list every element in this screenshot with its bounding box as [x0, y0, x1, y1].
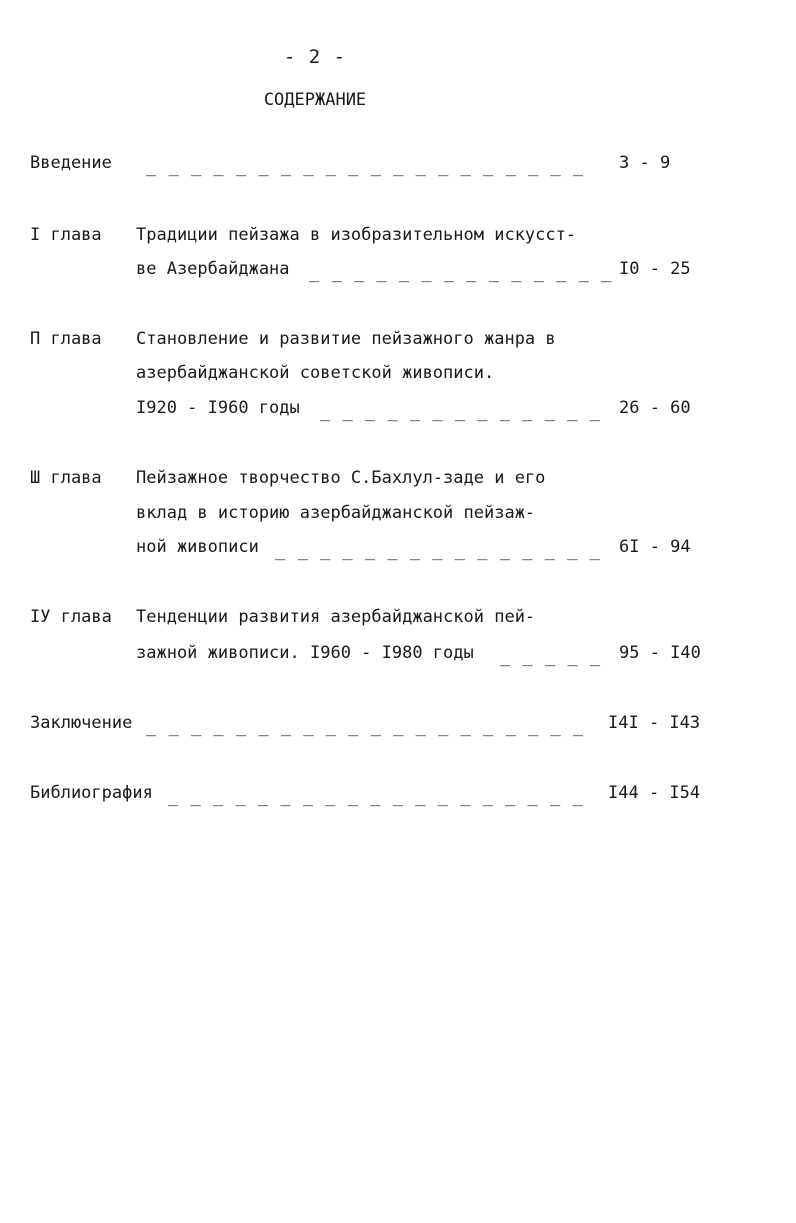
toc-entry-title-line: I920 - I960 годы — [136, 398, 300, 418]
toc-entry-title-line: Традиции пейзажа в изобразительном искусст- — [136, 225, 577, 245]
toc-entry-label: Заключение — [30, 713, 133, 733]
toc-entry-label: Ш глава — [30, 468, 102, 488]
toc-entry-label: П глава — [30, 329, 102, 349]
toc-entry-title-line: зажной живописи. I960 - I980 годы — [136, 643, 474, 663]
toc-leader: _ _ _ _ _ _ _ _ _ _ _ _ _ _ _ _ _ _ _ — [168, 787, 584, 807]
toc-entry-title-line: азербайджанской советской живописи. — [136, 363, 495, 383]
toc-leader: _ _ _ _ _ _ _ _ _ _ _ _ _ — [320, 402, 601, 422]
toc-entry-label: Библиография — [30, 783, 153, 803]
toc-page-range: 26 - 60 — [619, 398, 691, 418]
toc-entry-title-line: Становление и развитие пейзажного жанра в — [136, 329, 556, 349]
toc-title: СОДЕРЖАНИЕ — [263, 90, 367, 110]
toc-page-range: I44 - I54 — [608, 783, 701, 803]
toc-leader: _ _ _ _ _ — [500, 647, 602, 667]
toc-page-range: I4I - I43 — [608, 713, 701, 733]
toc-page-range: 6I - 94 — [619, 537, 691, 557]
toc-entry-title-line: вклад в историю азербайджанской пейзаж- — [136, 503, 536, 523]
toc-entry-label: I глава — [30, 225, 102, 245]
toc-leader: _ _ _ _ _ _ _ _ _ _ _ _ _ _ — [309, 263, 613, 283]
toc-leader: _ _ _ _ _ _ _ _ _ _ _ _ _ _ _ — [275, 541, 601, 561]
toc-leader: _ _ _ _ _ _ _ _ _ _ _ _ _ _ _ _ _ _ _ _ — [146, 717, 585, 737]
toc-entry-title-line: Тенденции развития азербайджанской пей- — [136, 607, 536, 627]
toc-entry-title-line: Пейзажное творчество С.Бахлул-заде и его — [136, 468, 546, 488]
page-number: - 2 - — [283, 46, 347, 68]
toc-entry-label: Введение — [30, 153, 112, 173]
toc-entry-title-line: ной живописи — [136, 537, 259, 557]
toc-page-range: 95 - I40 — [619, 643, 701, 663]
toc-leader: _ _ _ _ _ _ _ _ _ _ _ _ _ _ _ _ _ _ _ _ — [146, 157, 585, 177]
toc-entry-label: IУ глава — [30, 607, 112, 627]
toc-page-range: I0 - 25 — [619, 259, 691, 279]
toc-page-range: 3 - 9 — [619, 153, 671, 173]
toc-entry-title-line: ве Азербайджана — [136, 259, 290, 279]
